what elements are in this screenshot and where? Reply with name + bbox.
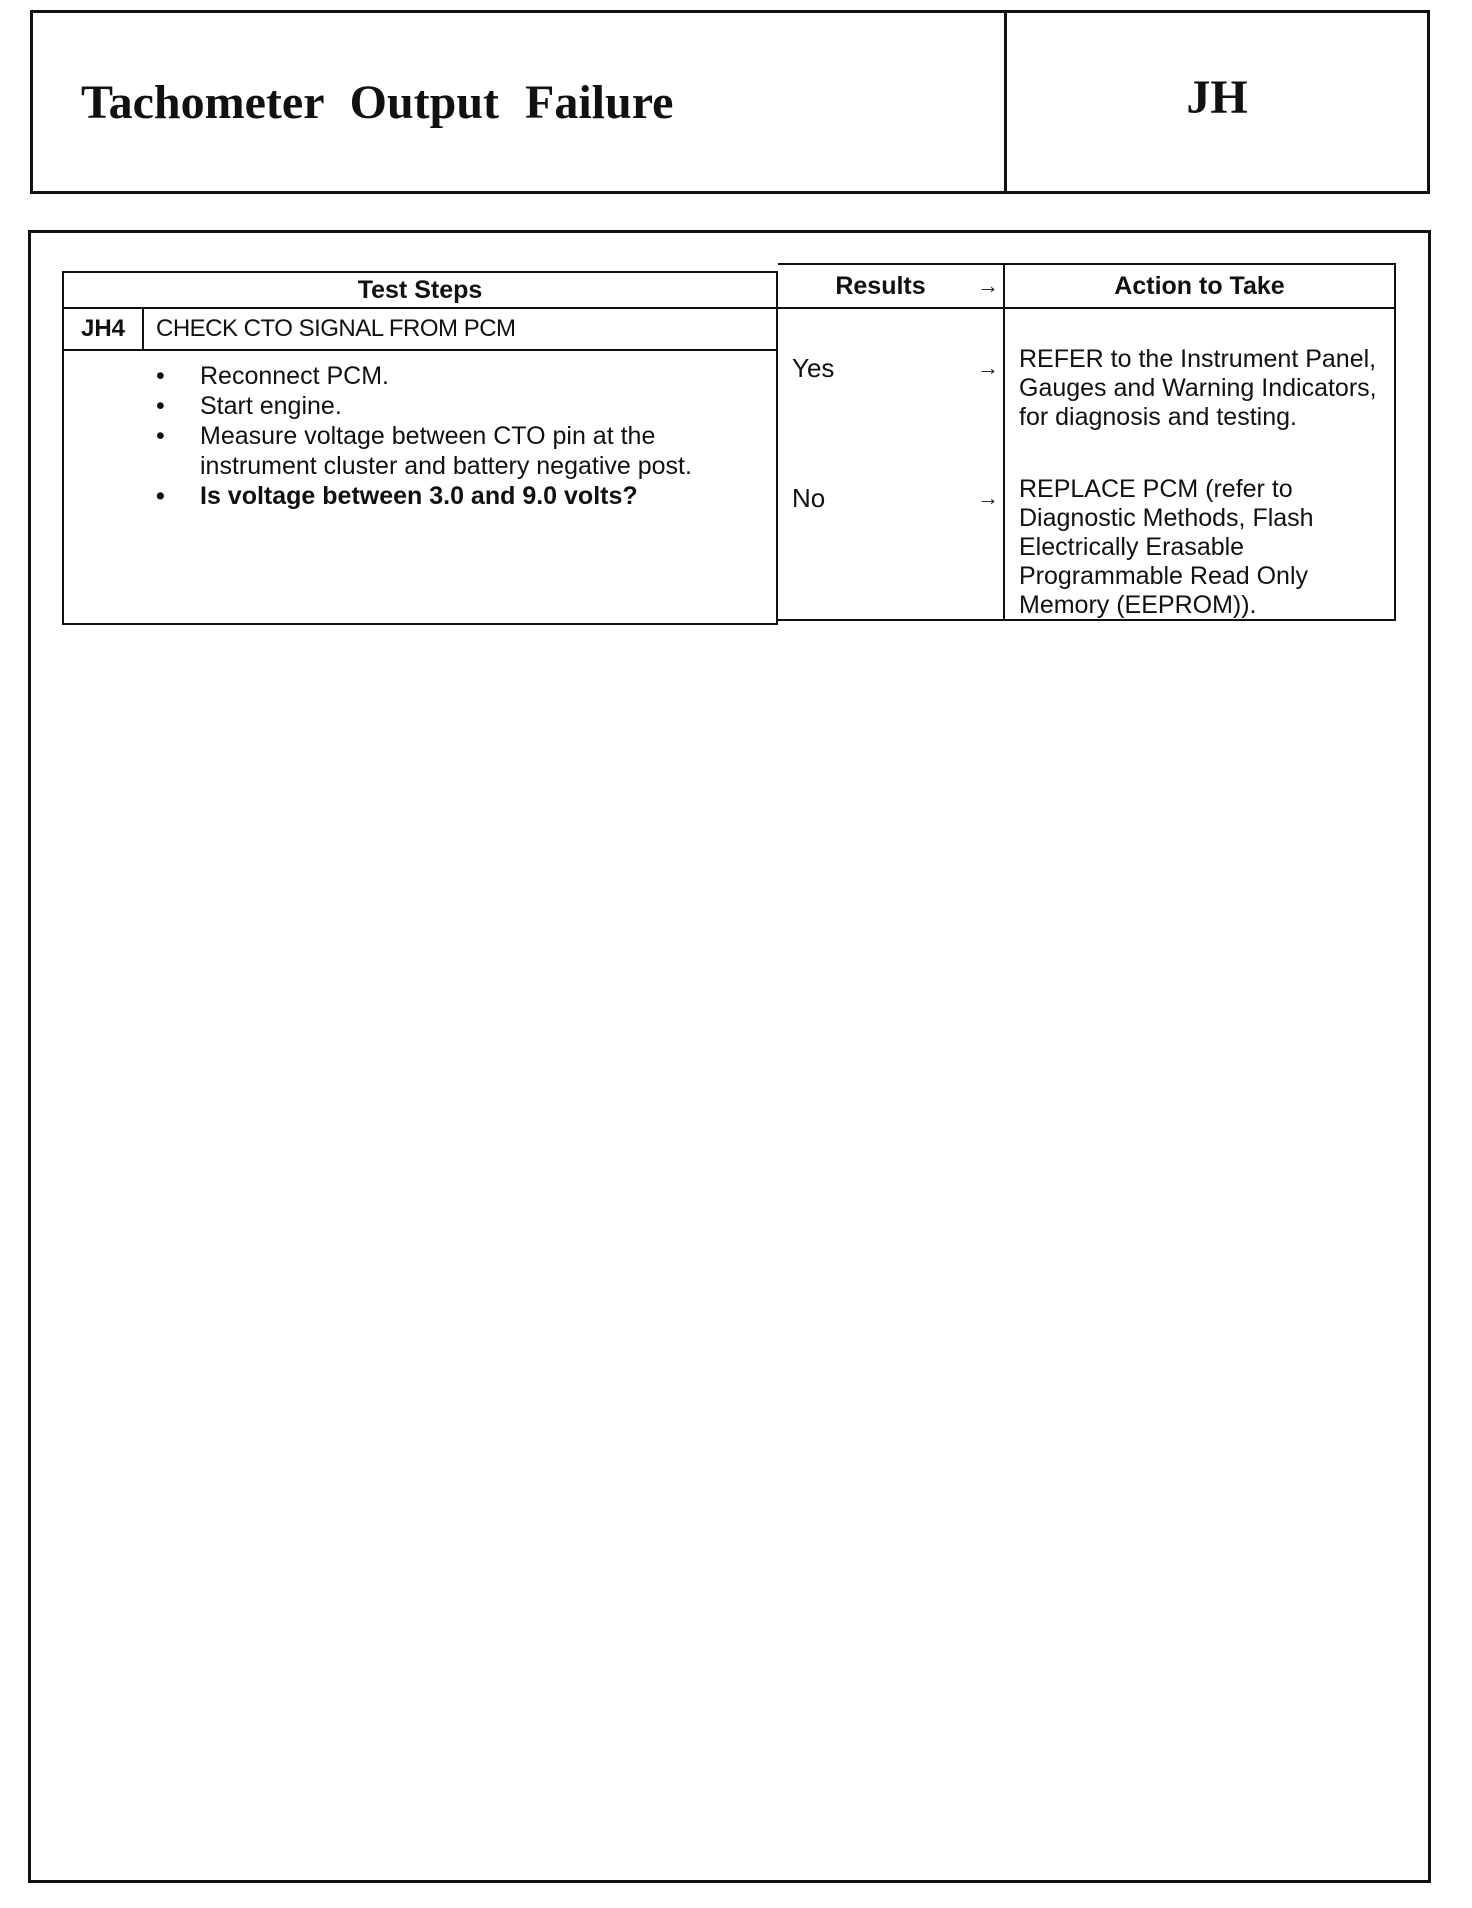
action-no: REPLACE PCM (refer to Diagnostic Methods, Flash Electrically Erasable Programmable Read Only Memory (EEPROM)). — [1019, 475, 1314, 619]
step-name: CHECK CTO SIGNAL FROM PCM — [156, 315, 516, 342]
step-bullet: • Measure voltage between CTO pin at the instrument cluster and battery negative post. — [156, 421, 776, 481]
action-column — [1005, 263, 1396, 621]
step-bullet: • Reconnect PCM. — [156, 361, 776, 391]
test-steps-header: Test Steps — [64, 273, 776, 309]
test-steps-column — [62, 271, 778, 625]
arrow-icon: → — [977, 485, 999, 510]
section-code: JH — [1186, 70, 1248, 124]
step-bullet: • Start engine. — [156, 391, 776, 421]
page-header — [30, 10, 1430, 194]
result-yes: Yes — [792, 353, 835, 383]
step-question: • Is voltage between 3.0 and 9.0 volts? — [156, 481, 776, 511]
diagnostic-table — [62, 263, 1396, 625]
arrow-icon: → — [977, 273, 999, 298]
arrow-icon: → — [977, 355, 999, 380]
result-no: No — [792, 483, 826, 513]
results-header — [778, 265, 1003, 309]
step-instructions — [64, 351, 776, 511]
step-title-row — [64, 309, 776, 351]
page-title: Tachometer Output Failure — [33, 13, 1007, 191]
action-header: Action to Take — [1005, 265, 1394, 309]
results-header-label: Results — [835, 271, 926, 300]
step-id: JH4 — [64, 309, 144, 349]
action-yes: REFER to the Instrument Panel, Gauges and Warning Indicators, for diagnosis and testing. — [1019, 345, 1377, 431]
results-column — [778, 263, 1005, 621]
